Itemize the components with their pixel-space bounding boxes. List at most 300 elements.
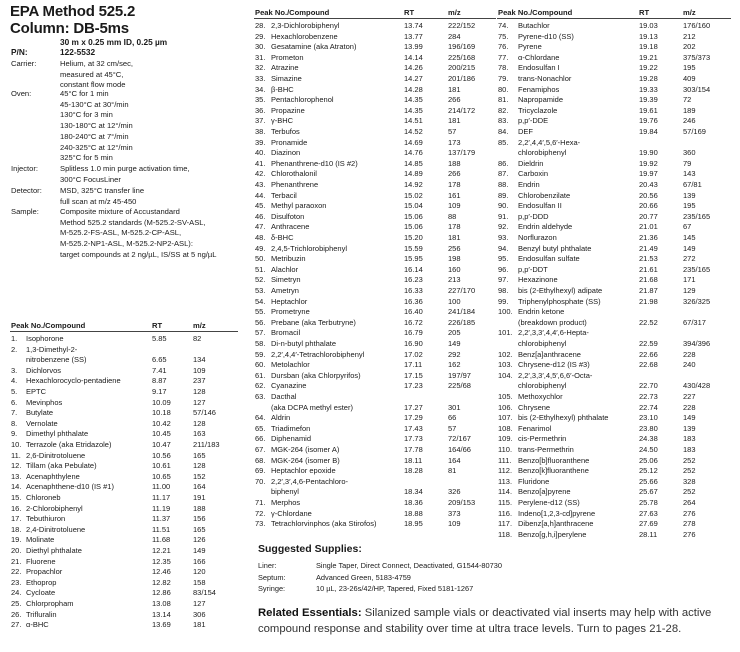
retention-time: 25.66 bbox=[639, 476, 658, 486]
condition-line: 130-180°C at 12°/min bbox=[60, 121, 133, 131]
retention-time: 13.08 bbox=[152, 599, 171, 608]
condition-line: 300°C FocusLiner bbox=[60, 174, 121, 184]
table-row bbox=[254, 392, 498, 403]
table-row bbox=[497, 434, 733, 445]
mz-value: 156 bbox=[193, 514, 206, 524]
table-row bbox=[497, 21, 733, 32]
table-row bbox=[497, 254, 733, 265]
compound-name: Benzo[a]pyrene bbox=[518, 487, 571, 497]
retention-time: 21.01 bbox=[639, 222, 658, 232]
compound-name: 2,6-Dinitrotoluene bbox=[26, 450, 86, 460]
peak-number: 79. bbox=[498, 74, 509, 83]
table-row bbox=[10, 429, 240, 440]
retention-time: 15.06 bbox=[404, 222, 423, 232]
mz-value: 188 bbox=[448, 158, 461, 168]
condition-value bbox=[60, 164, 190, 185]
peak-number: 89. bbox=[498, 190, 509, 200]
peak-number: 55. bbox=[255, 307, 266, 317]
mz-value: 301 bbox=[448, 402, 461, 412]
compound-name: Butachlor bbox=[518, 21, 550, 30]
table-row bbox=[497, 212, 733, 223]
retention-time: 11.51 bbox=[152, 524, 171, 534]
table-row bbox=[497, 445, 733, 456]
peak-number: 61. bbox=[255, 370, 266, 380]
retention-time: 15.20 bbox=[404, 233, 423, 242]
mz-value: 278 bbox=[683, 519, 696, 529]
retention-time: 21.68 bbox=[639, 275, 658, 285]
rt-header: RT bbox=[404, 8, 415, 17]
retention-time: 22.52 bbox=[639, 317, 658, 327]
retention-time: 18.34 bbox=[404, 487, 423, 497]
mz-value: 128 bbox=[193, 461, 206, 471]
mz-value: 266 bbox=[448, 95, 461, 105]
condition-line: 130°C for 3 min bbox=[60, 110, 113, 120]
retention-time: 22.73 bbox=[639, 392, 658, 401]
mz-value: 183 bbox=[683, 445, 696, 454]
mz-value: 66 bbox=[448, 413, 457, 423]
table-row bbox=[254, 21, 498, 32]
peak-number: 97. bbox=[498, 275, 509, 285]
compound-name: Trifluralin bbox=[26, 609, 57, 619]
peak-number: 17. bbox=[11, 514, 22, 524]
mz-value: 57/169 bbox=[683, 127, 706, 136]
compound-name: β-BHC bbox=[271, 84, 294, 94]
retention-time: 14.27 bbox=[404, 74, 423, 83]
peak-number: 39. bbox=[255, 137, 266, 147]
table-row bbox=[254, 498, 498, 509]
peak-number: 113. bbox=[498, 476, 513, 486]
retention-time: 17.43 bbox=[404, 423, 423, 433]
table-row bbox=[254, 328, 498, 339]
table-row bbox=[254, 159, 498, 170]
peak-number: 82. bbox=[498, 105, 509, 115]
mz-value: 211/183 bbox=[193, 440, 220, 449]
table-row bbox=[10, 387, 240, 398]
compound-name: Endosulfan sulfate bbox=[518, 254, 580, 264]
mz-value: 134 bbox=[193, 355, 206, 365]
mz-value: 235/165 bbox=[683, 211, 711, 221]
retention-time: 16.23 bbox=[404, 275, 423, 285]
mz-value: 145 bbox=[683, 233, 696, 242]
peak-number: 116. bbox=[498, 508, 513, 518]
retention-time: 10.47 bbox=[152, 440, 171, 449]
retention-time: 19.21 bbox=[639, 52, 658, 62]
peak-number: 104. bbox=[498, 370, 513, 380]
retention-time: 5.85 bbox=[152, 334, 167, 343]
compound-name: Gesatamine (aka Atraton) bbox=[271, 42, 357, 52]
mz-value: 228 bbox=[683, 349, 696, 359]
peak-number: 19. bbox=[11, 535, 22, 545]
compound-name: Bromacil bbox=[271, 328, 301, 338]
table-row bbox=[497, 456, 733, 467]
mz-value: 143 bbox=[683, 169, 696, 179]
peak-number: 73. bbox=[255, 519, 266, 529]
peak-number: 75. bbox=[498, 31, 509, 41]
table-row bbox=[497, 498, 733, 509]
table-row bbox=[497, 85, 733, 96]
mz-value: 83/154 bbox=[193, 588, 216, 598]
mz-value: 256 bbox=[448, 243, 461, 253]
compound-name: Triadimefon bbox=[271, 423, 311, 433]
table-row bbox=[254, 424, 498, 435]
mz-value: 196/169 bbox=[448, 42, 476, 52]
compound-name: Fluorene bbox=[26, 556, 56, 566]
condition-line: 45-130°C at 30°/min bbox=[60, 99, 129, 109]
peak-number: 86. bbox=[498, 158, 509, 168]
compound-name: Propazine bbox=[271, 105, 305, 115]
table-row bbox=[254, 95, 498, 106]
table-row bbox=[10, 461, 240, 472]
table-row bbox=[497, 286, 733, 297]
retention-time: 18.95 bbox=[404, 519, 423, 529]
table-row bbox=[10, 482, 240, 493]
compound-name: bis (2-Ethylhexyl) phthalate bbox=[518, 413, 609, 423]
compound-name: Cycloate bbox=[26, 588, 56, 598]
supply-label: Liner: bbox=[258, 561, 277, 570]
compound-name: 2,2′,3′,4,6-Pentachloro- bbox=[271, 476, 349, 486]
mz-value: 67 bbox=[683, 222, 692, 232]
table-row bbox=[254, 212, 498, 223]
mz-value: 67/81 bbox=[683, 180, 702, 189]
retention-time: 21.53 bbox=[639, 254, 658, 264]
mz-value: 252 bbox=[683, 466, 696, 476]
mz-value: 162 bbox=[448, 360, 461, 370]
mz-value: 240 bbox=[683, 360, 696, 370]
peak-number: 106. bbox=[498, 402, 513, 412]
mz-value: 100 bbox=[448, 296, 461, 306]
retention-time: 28.11 bbox=[639, 529, 658, 539]
retention-time: 27.63 bbox=[639, 508, 658, 518]
peak-number: 5. bbox=[11, 387, 18, 396]
compound-name: Ethoprop bbox=[26, 577, 57, 587]
peak-number: 43. bbox=[255, 180, 266, 189]
mz-value: 149 bbox=[193, 546, 206, 555]
table-row bbox=[497, 307, 733, 318]
retention-time: 17.23 bbox=[404, 381, 423, 391]
retention-time: 25.06 bbox=[639, 455, 658, 465]
compound-name: Heptachlor epoxide bbox=[271, 466, 336, 476]
peak-number: 99. bbox=[498, 296, 509, 306]
mz-value: 163 bbox=[193, 429, 206, 439]
mz-value: 212 bbox=[683, 31, 696, 41]
retention-time: 21.87 bbox=[639, 286, 658, 295]
mz-header: m/z bbox=[448, 8, 461, 17]
compound-name: Fenamiphos bbox=[518, 84, 560, 94]
mz-value: 181 bbox=[448, 84, 461, 94]
compound-name: Tillam (aka Pebulate) bbox=[26, 461, 97, 471]
retention-time: 19.39 bbox=[639, 95, 658, 105]
table-row bbox=[254, 307, 498, 318]
table-row bbox=[497, 403, 733, 414]
peak-number: 41. bbox=[255, 158, 266, 168]
compound-name: Tricyclazole bbox=[518, 105, 558, 115]
table-row bbox=[10, 345, 240, 356]
retention-time: 16.36 bbox=[404, 296, 423, 306]
condition-line: Composite mixture of Accustandard bbox=[60, 207, 180, 216]
compound-name: Napropamide bbox=[518, 95, 564, 105]
mz-value: 375/373 bbox=[683, 52, 711, 62]
supply-value: Advanced Green, 5183-4759 bbox=[316, 572, 411, 582]
compound-name: Dibenz[a,h]anthracene bbox=[518, 519, 594, 529]
mz-value: 272 bbox=[683, 254, 696, 264]
peak-number: 118. bbox=[498, 529, 513, 539]
mz-value: 109 bbox=[448, 519, 461, 529]
mz-value: 57 bbox=[448, 127, 457, 136]
mz-value: 158 bbox=[193, 577, 206, 587]
compound-name: p,p′-DDD bbox=[518, 211, 549, 221]
compound-name: 2,4,5-Trichlorobiphenyl bbox=[271, 243, 348, 253]
mz-value: 202 bbox=[683, 42, 696, 52]
peak-number: 18. bbox=[11, 524, 22, 534]
peak-number: 65. bbox=[255, 423, 266, 433]
peak-number: 34. bbox=[255, 84, 266, 94]
compound-name: biphenyl bbox=[271, 487, 299, 497]
retention-time: 19.03 bbox=[639, 21, 658, 30]
retention-time: 14.76 bbox=[404, 148, 423, 158]
table-row bbox=[497, 42, 733, 53]
retention-time: 23.10 bbox=[639, 413, 658, 423]
table-row bbox=[497, 222, 733, 233]
compound-name: DEF bbox=[518, 127, 533, 136]
compound-name: Terbufos bbox=[271, 127, 300, 136]
mz-value: 139 bbox=[683, 423, 696, 433]
retention-time: 10.18 bbox=[152, 408, 171, 418]
mz-value: 213 bbox=[448, 275, 461, 285]
peak-number: 93. bbox=[498, 233, 509, 242]
condition-label: Detector: bbox=[11, 186, 42, 195]
retention-time: 13.77 bbox=[404, 31, 423, 41]
compound-name: Di-n-butyl phthalate bbox=[271, 339, 337, 348]
compound-name: 2-Chlorobiphenyl bbox=[26, 503, 83, 513]
condition-line: 45°C for 1 min bbox=[60, 89, 109, 98]
peak-number: 46. bbox=[255, 211, 266, 221]
mz-value: 252 bbox=[683, 455, 696, 465]
table-row bbox=[497, 180, 733, 191]
peak-number: 59. bbox=[255, 349, 266, 359]
compound-name: Chlorpropham bbox=[26, 599, 74, 608]
compound-name: Butylate bbox=[26, 408, 54, 418]
table-row bbox=[254, 74, 498, 85]
retention-time: 17.11 bbox=[404, 360, 423, 370]
mz-value: 128 bbox=[193, 387, 206, 396]
compound-name: Benz[a]anthracene bbox=[518, 349, 581, 359]
compound-name: trans-Nonachlor bbox=[518, 74, 572, 83]
mz-value: 164 bbox=[448, 455, 461, 465]
table-row bbox=[10, 514, 240, 525]
mz-value: 394/396 bbox=[683, 339, 711, 348]
retention-time: 9.17 bbox=[152, 387, 167, 396]
mz-value: 181 bbox=[448, 116, 461, 126]
compound-name: Mevinphos bbox=[26, 397, 63, 407]
peak-number: 90. bbox=[498, 201, 509, 211]
compound-name: 2,2′,4,4′-Tetrachlorobiphenyl bbox=[271, 349, 365, 359]
table-row bbox=[254, 350, 498, 361]
mz-value: 205 bbox=[448, 328, 461, 338]
peak-number: 105. bbox=[498, 392, 513, 401]
peak-number: 109. bbox=[498, 434, 513, 444]
table-row bbox=[497, 392, 733, 403]
table-row bbox=[254, 169, 498, 180]
peak-number: 69. bbox=[255, 466, 266, 476]
mz-value: 209/153 bbox=[448, 498, 476, 507]
peak-number: 96. bbox=[498, 264, 509, 274]
compound-name: Endrin bbox=[518, 180, 540, 189]
retention-time: 18.11 bbox=[404, 455, 423, 465]
retention-time: 19.28 bbox=[639, 74, 658, 83]
compound-name: Dichlorvos bbox=[26, 365, 62, 375]
table-row bbox=[10, 620, 240, 631]
peak-number: 92. bbox=[498, 222, 509, 232]
retention-time: 19.61 bbox=[639, 105, 658, 115]
condition-line: full scan at m/z 45-450 bbox=[60, 196, 137, 206]
compound-name: MGK-264 (isomer B) bbox=[271, 455, 340, 465]
retention-time: 13.14 bbox=[152, 609, 171, 619]
compound-name: Prebane (aka Terbutryne) bbox=[271, 317, 356, 327]
table-row bbox=[254, 477, 498, 488]
compound-name: Terrazole (aka Etridazole) bbox=[26, 440, 112, 449]
table-row bbox=[497, 360, 733, 371]
retention-time: 17.02 bbox=[404, 349, 423, 359]
peak-number: 11. bbox=[11, 450, 21, 460]
page-title: EPA Method 525.2 bbox=[10, 3, 136, 20]
compound-name: Tebuthiuron bbox=[26, 514, 66, 524]
compound-name: p,p′-DDT bbox=[518, 264, 548, 274]
table-row bbox=[10, 451, 240, 462]
peak-number: 85. bbox=[498, 137, 509, 147]
peak-number: 108. bbox=[498, 423, 513, 433]
table-row bbox=[254, 487, 498, 498]
retention-time: 10.09 bbox=[152, 397, 171, 407]
compound-name: chlorobiphenyl bbox=[518, 148, 567, 158]
compound-name: chlorobiphenyl bbox=[518, 381, 567, 391]
retention-time: 16.33 bbox=[404, 286, 423, 295]
table-row bbox=[497, 519, 733, 530]
compound-name: α-BHC bbox=[26, 620, 49, 630]
mz-value: 120 bbox=[193, 567, 206, 577]
table-row bbox=[497, 233, 733, 244]
retention-time: 16.14 bbox=[404, 264, 423, 274]
retention-time: 22.66 bbox=[639, 349, 658, 359]
mz-value: 235/165 bbox=[683, 264, 711, 274]
table-row bbox=[497, 318, 733, 329]
retention-time: 19.97 bbox=[639, 169, 658, 179]
compound-name: Simazine bbox=[271, 74, 302, 83]
mz-value: 149 bbox=[683, 413, 696, 423]
table-row bbox=[497, 339, 733, 350]
peak-number: 29. bbox=[255, 31, 266, 41]
table-row bbox=[254, 360, 498, 371]
peak-number: 37. bbox=[255, 116, 266, 126]
peak-number: 50. bbox=[255, 254, 266, 264]
peak-number: 81. bbox=[498, 95, 509, 105]
peak-number: 1. bbox=[11, 334, 18, 343]
mz-value: 82 bbox=[193, 334, 202, 343]
table-row bbox=[10, 546, 240, 557]
peak-number: 110. bbox=[498, 445, 513, 454]
compound-name: 2,2′,3,3′,4,4′,6-Hepta- bbox=[518, 328, 589, 338]
compound-name: Chloroneb bbox=[26, 493, 61, 502]
mz-value: 79 bbox=[683, 158, 692, 168]
peak-number: 49. bbox=[255, 243, 266, 253]
table-row bbox=[497, 63, 733, 74]
table-row bbox=[254, 265, 498, 276]
peak-number: 38. bbox=[255, 127, 266, 136]
retention-time: 10.56 bbox=[152, 450, 171, 460]
peak-number: 66. bbox=[255, 434, 266, 444]
table-row bbox=[10, 334, 240, 345]
retention-time: 11.00 bbox=[152, 482, 171, 492]
peak-number: 60. bbox=[255, 360, 266, 370]
mz-value: 188 bbox=[193, 503, 206, 513]
mz-value: 225/68 bbox=[448, 381, 471, 391]
mz-value: 72/167 bbox=[448, 434, 471, 444]
retention-time: 13.74 bbox=[404, 21, 423, 30]
compound-name: Ametryn bbox=[271, 286, 299, 295]
compound-name: Atrazine bbox=[271, 63, 299, 73]
retention-time: 14.85 bbox=[404, 158, 423, 168]
retention-time: 22.70 bbox=[639, 381, 658, 391]
mz-value: 57/146 bbox=[193, 408, 216, 418]
peak-number: 10. bbox=[11, 440, 22, 449]
retention-time: 14.28 bbox=[404, 84, 423, 94]
table-row bbox=[10, 535, 240, 546]
condition-label: Injector: bbox=[11, 164, 39, 173]
retention-time: 14.26 bbox=[404, 63, 423, 73]
retention-time: 10.65 bbox=[152, 471, 171, 481]
table-row bbox=[254, 456, 498, 467]
peak-number: 16. bbox=[11, 503, 22, 513]
compound-name: Isophorone bbox=[26, 334, 64, 343]
retention-time: 12.21 bbox=[152, 546, 171, 555]
mz-value: 198 bbox=[448, 254, 461, 264]
compound-name: Dieldrin bbox=[518, 158, 544, 168]
table-row bbox=[10, 578, 240, 589]
peak-number: 101. bbox=[498, 328, 513, 338]
compound-name: (breakdown product) bbox=[518, 317, 587, 327]
compound-name: Molinate bbox=[26, 535, 55, 545]
condition-value bbox=[60, 89, 133, 164]
table-row bbox=[497, 487, 733, 498]
compound-name: Methyl paraoxon bbox=[271, 201, 327, 211]
condition-line: M-525.2-FS-ASL, M-525.2-CP-ASL, bbox=[60, 228, 182, 238]
mz-value: 303/154 bbox=[683, 84, 711, 94]
mz-value: 195 bbox=[683, 63, 696, 73]
retention-time: 15.06 bbox=[404, 211, 423, 221]
compound-name: Endrin aldehyde bbox=[518, 222, 573, 232]
peak-number: 78. bbox=[498, 63, 509, 73]
table-row bbox=[10, 610, 240, 621]
mz-value: 176/160 bbox=[683, 21, 711, 30]
retention-time: 10.42 bbox=[152, 418, 171, 428]
retention-time: 14.69 bbox=[404, 137, 423, 147]
retention-time: 22.68 bbox=[639, 360, 658, 370]
mz-value: 191 bbox=[193, 493, 206, 502]
compound-name: Chrysene bbox=[518, 402, 551, 412]
peak-header: Peak No./Compound bbox=[11, 321, 86, 330]
peak-number: 58. bbox=[255, 339, 266, 348]
compound-name: δ-BHC bbox=[271, 233, 294, 242]
peak-number: 30. bbox=[255, 42, 266, 52]
peak-number: 36. bbox=[255, 105, 266, 115]
condition-line: measured at 45°C, bbox=[60, 69, 124, 79]
table-row bbox=[497, 53, 733, 64]
retention-time: 12.46 bbox=[152, 567, 171, 577]
table-row bbox=[497, 466, 733, 477]
table-row bbox=[497, 530, 733, 541]
compound-name: α-Chlordane bbox=[518, 52, 560, 62]
related-essentials bbox=[258, 605, 728, 637]
retention-time: 12.82 bbox=[152, 577, 171, 587]
